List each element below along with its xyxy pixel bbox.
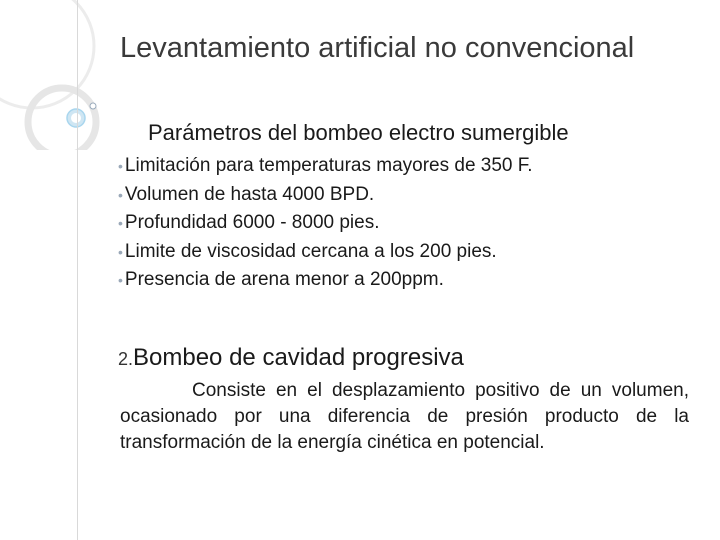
bullet-icon: • <box>118 215 123 231</box>
bullet-text: Limitación para temperaturas mayores de 350 F. <box>124 155 533 176</box>
slide-title: Levantamiento artificial no convencional <box>120 32 635 64</box>
subheading: Parámetros del bombeo electro sumergible <box>148 120 569 145</box>
description-paragraph: Consiste en el desplazamiento positivo de un volumen, ocasionado por una diferencia de presión producto de la transformación de la energía cinética en potencial. <box>120 380 689 453</box>
bullet-icon: • <box>118 272 123 288</box>
decorative-rings <box>0 0 160 150</box>
blue-dot-center <box>71 113 81 123</box>
bullet-text: Profundidad 6000 - 8000 pies. <box>124 212 380 233</box>
bullet-text: Volumen de hasta 4000 BPD. <box>124 183 375 205</box>
bullet-item <box>118 152 533 181</box>
vertical-divider-line <box>77 0 78 540</box>
small-dot-decoration <box>90 103 96 109</box>
bullet-text: Presencia de arena menor a 200ppm. <box>124 269 444 290</box>
bullet-icon: • <box>118 186 123 203</box>
bullet-item <box>118 238 533 267</box>
bullet-icon: • <box>118 158 123 174</box>
bullet-icon: • <box>118 243 123 260</box>
bullet-text: Limite de viscosidad cercana a los 200 pies. <box>124 240 497 262</box>
bullet-item <box>118 181 533 210</box>
inner-ring-decoration <box>28 88 96 150</box>
section-heading <box>118 342 464 375</box>
bullet-list <box>118 152 533 295</box>
bullet-item <box>118 209 533 238</box>
section-title: Bombeo de cavidad progresiva <box>133 344 464 371</box>
section-number: 2. <box>118 349 134 369</box>
bullet-item <box>118 266 533 295</box>
